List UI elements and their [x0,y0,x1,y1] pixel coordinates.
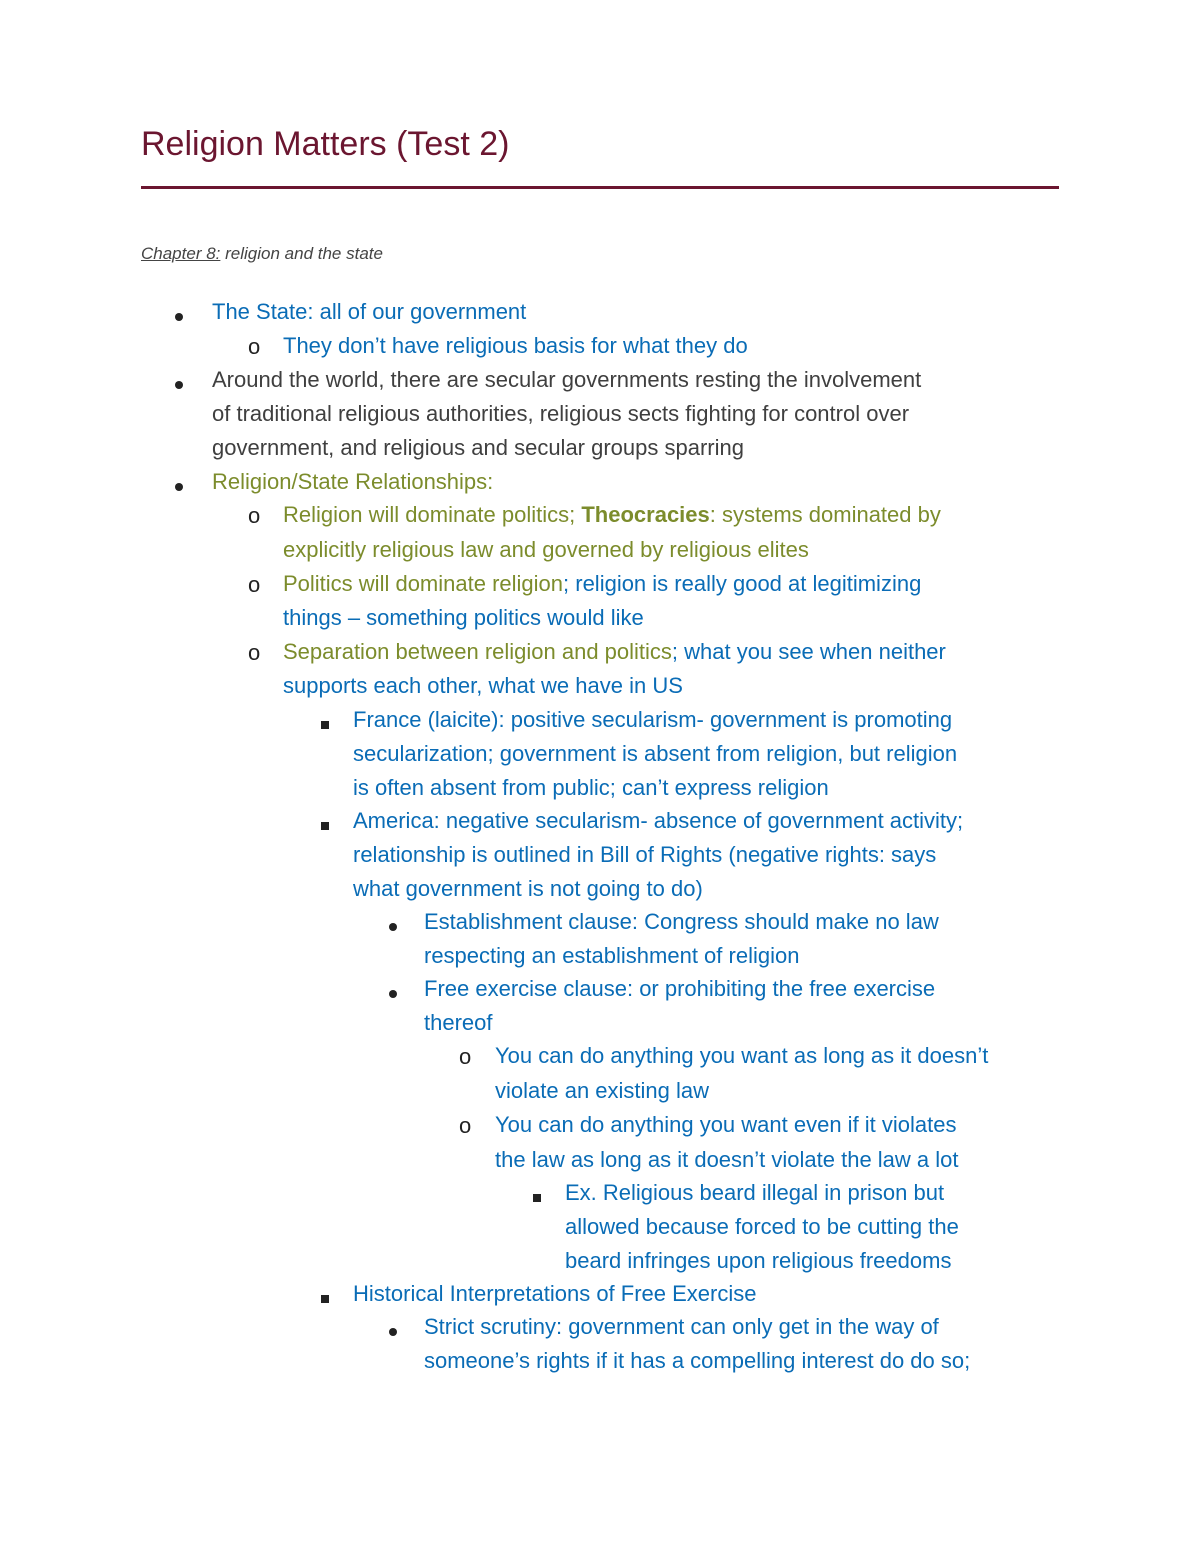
bullet-circle-icon: o [248,334,261,359]
bullet-circle-icon: o [459,1113,472,1138]
list-item: They don’t have religious basis for what they do [283,333,748,358]
list-item-continuation: explicitly religious law and governed by religious elites [283,537,809,562]
chapter-label: Chapter 8: [141,244,221,263]
bullet-square-icon [321,1279,329,1313]
list-item-continuation: violate an existing law [495,1078,710,1103]
bullet-dot-icon [175,467,183,501]
item-text: : systems dominated by [709,502,941,527]
item-text: ; what you see when neither [671,639,946,664]
list-item-continuation: secularization; government is absent from religion, but religion [353,741,958,766]
list-item: Historical Interpretations of Free Exercise [353,1281,757,1306]
list-item-continuation: respecting an establishment of religion [424,943,800,968]
list-item: Free exercise clause: or prohibiting the free exercise [424,976,936,1001]
bullet-dot-icon [389,907,397,941]
list-item-continuation: thereof [424,1010,493,1035]
page-title: Religion Matters (Test 2) [141,125,510,163]
item-text: ; religion is really good at legitimizing [563,571,922,596]
title-divider [141,186,1059,189]
list-item: France (laicite): positive secularism- government is promoting [353,707,953,732]
list-item-continuation: relationship is outlined in Bill of Rights (negative rights: says [353,842,937,867]
bullet-circle-icon: o [248,503,261,528]
list-item [283,635,946,669]
list-item: Around the world, there are secular governments resting the involvement [212,367,922,392]
bullet-circle-icon: o [248,640,261,665]
list-item: Religion/State Relationships: [212,469,494,494]
item-text: Politics will dominate religion [283,571,564,596]
list-item: Strict scrutiny: government can only get in the way of [424,1314,939,1339]
list-item-continuation: beard infringes upon religious freedoms [565,1248,952,1273]
bullet-square-icon [321,806,329,840]
chapter-subtitle: religion and the state [225,244,383,263]
list-item [283,498,941,532]
list-item-continuation: supports each other, what we have in US [283,673,683,698]
bullet-circle-icon: o [459,1044,472,1069]
list-item-continuation: someone’s rights if it has a compelling interest do do so; [424,1348,971,1373]
list-item-continuation: things – something politics would like [283,605,644,630]
list-item-continuation: the law as long as it doesn’t violate the law a lot [495,1147,959,1172]
list-item: Establishment clause: Congress should make no law [424,909,939,934]
bullet-dot-icon [389,974,397,1008]
bullet-dot-icon [175,297,183,331]
bullet-circle-icon: o [248,572,261,597]
list-item: You can do anything you want even if it violates [495,1112,957,1137]
list-item-continuation: government, and religious and secular groups sparring [212,435,744,460]
chapter-heading [141,244,383,264]
list-item-continuation: allowed because forced to be cutting the [565,1214,959,1239]
bullet-dot-icon [175,365,183,399]
item-text: Separation between religion and politics [283,639,672,664]
list-item [283,567,921,601]
list-item-continuation: of traditional religious authorities, religious sects fighting for control over [212,401,910,426]
term-theocracies: Theocracies [581,502,710,527]
list-item-continuation: is often absent from public; can’t express religion [353,775,829,800]
list-item-continuation: what government is not going to do) [353,876,703,901]
list-item: Ex. Religious beard illegal in prison but [565,1180,945,1205]
item-text: Religion will dominate politics; [283,502,582,527]
bullet-square-icon [533,1178,541,1212]
list-item: America: negative secularism- absence of government activity; [353,808,964,833]
bullet-dot-icon [389,1312,397,1346]
list-item: The State: all of our government [212,299,527,324]
list-item: You can do anything you want as long as it doesn’t [495,1043,989,1068]
bullet-square-icon [321,705,329,739]
